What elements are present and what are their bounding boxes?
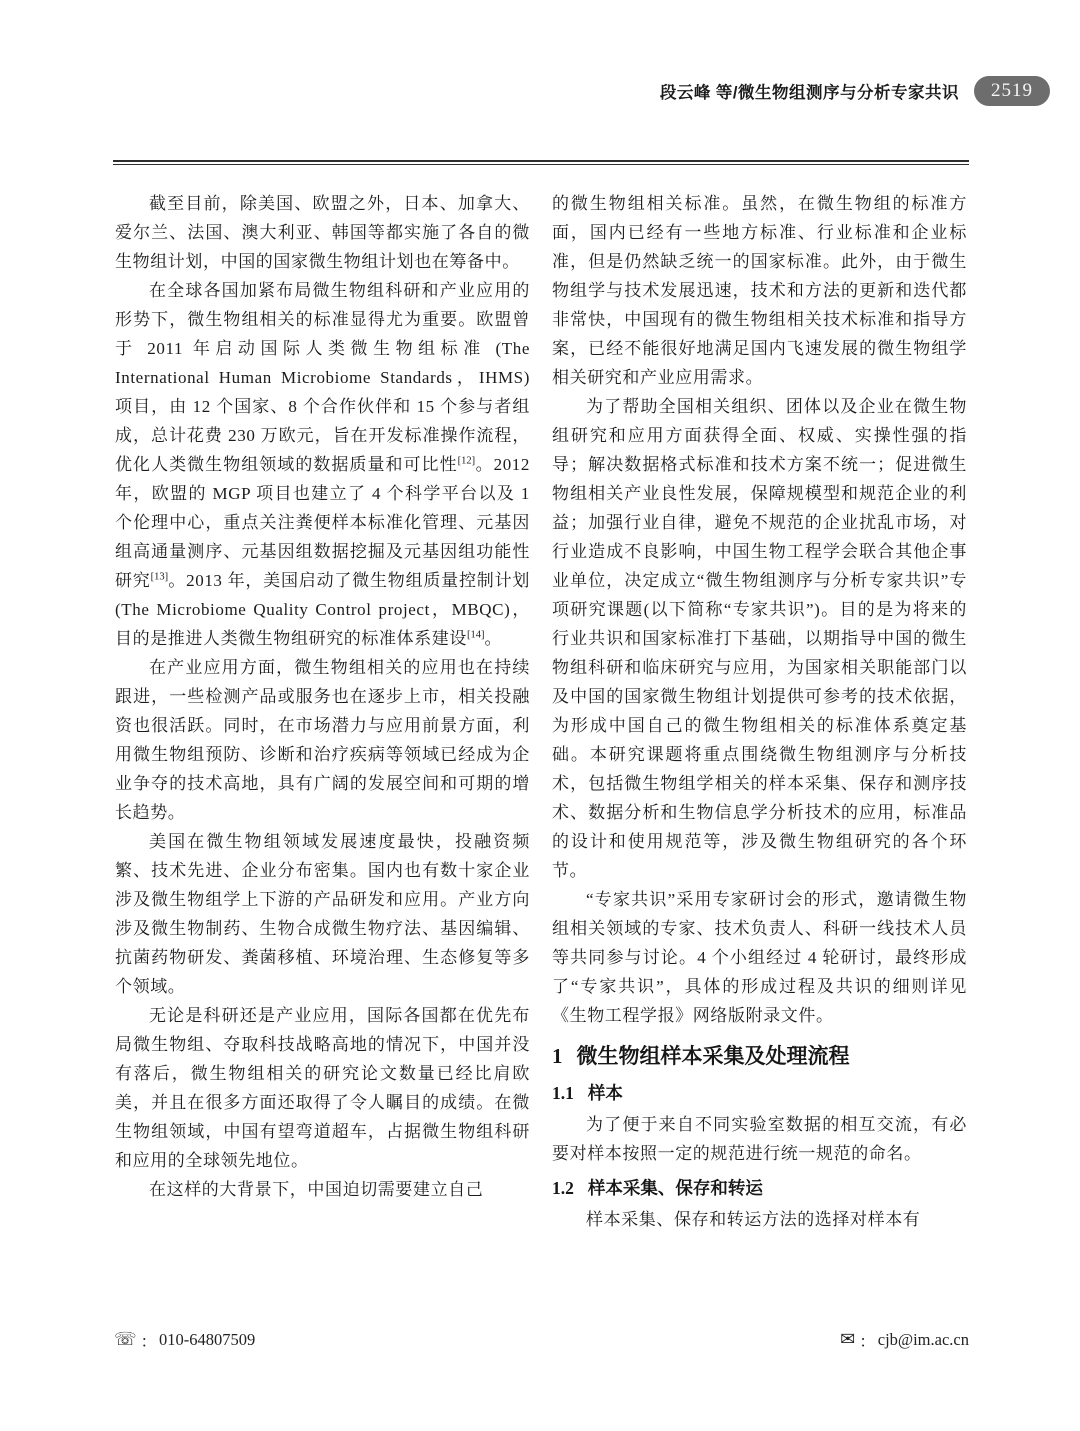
paragraph — [115, 276, 530, 653]
running-title: 段云峰 等/微生物组测序与分析专家共识 — [659, 84, 959, 102]
paragraph: 的微生物组相关标准。虽然，在微生物组的标准方面，国内已经有一些地方标准、行业标准和企业标准，但是仍然缺乏统一的国家标准。此外，由于微生物组学与技术发展迅速，技术和方法的更新和迭代都非常快，中国现有的微生物组相关技术标准和指导方案，已经不能很好地满足国内飞速发展的微生物组学相关研究和产业应用需求。 — [552, 194, 967, 387]
email-contact — [840, 1328, 969, 1352]
section-heading — [552, 1043, 967, 1070]
subsection-number: 1.1 — [552, 1083, 574, 1103]
email-separator: ： — [859, 1332, 876, 1351]
page-number-badge: 2519 — [974, 76, 1050, 106]
header-rule — [113, 160, 969, 165]
right-column — [552, 189, 967, 1234]
phone-number: 010-64807509 — [159, 1330, 256, 1349]
section-number: 1 — [552, 1044, 563, 1068]
paragraph: 为了帮助全国相关组织、团体以及企业在微生物组研究和应用方面获得全面、权威、实操性强的指导；解决数据格式标准和技术方案不统一；促进微生物组相关产业良性发展，保障规模型和规范企业的利益；加强行业自律，避免不规范的企业扰乱市场，对行业造成不良影响，中国生物工程学会联合其他企事业单位，决定成立“微生物组测序与分析专家共识”专项研究课题(以下简称“专家共识”)。目的是为将来的行业共识和国家标准打下基础，以期指导中国的微生物组科研和临床研究与应用，为国家相关职能部门以及中国的国家微生物组计划提供可参考的技术依据，为形成中国自己的微生物组相关的标准体系奠定基础。本研究课题将重点围绕微生物组测序与分析技术，包括微生物组学相关的样本采集、保存和测序技术、数据分析和生物信息学分析技术的应用，标准品的设计和使用规范等，涉及微生物组研究的各个环节。 — [552, 397, 967, 880]
citation-ref: [12] — [457, 455, 476, 467]
paragraph: 无论是科研还是产业应用，国际各国都在优先布局微生物组、夺取科技战略高地的情况下，中国并没有落后，微生物组相关的研究论文数量已经比肩欧美，并且在很多方面还取得了令人瞩目的成绩。在微生物组领域，中国有望弯道超车，占据微生物组科研和应用的全球领先地位。 — [115, 1006, 530, 1170]
phone-icon: ☏ — [114, 1329, 137, 1350]
section-title: 微生物组样本采集及处理流程 — [576, 1045, 850, 1068]
phone-contact — [114, 1328, 255, 1352]
paragraph: “专家共识”采用专家研讨会的形式，邀请微生物组相关领域的专家、技术负责人、科研一线技术人员等共同参与讨论。4 个小组经过 4 轮研讨，最终形成了“专家共识”，具体的形成过程及共识的细则详见《生物工程学报》网络版附录文件。 — [552, 890, 967, 1025]
subsection-title: 样本 — [587, 1083, 623, 1103]
citation-ref: [14] — [467, 629, 485, 641]
paragraph: 在产业应用方面，微生物组相关的应用也在持续跟进，一些检测产品或服务也在逐步上市，相关投融资也很活跃。同时，在市场潜力与应用前景方面，利用微生物组预防、诊断和治疗疾病等领域已经成为企业争夺的技术高地，具有广阔的发展空间和可期的增长趋势。 — [115, 658, 530, 822]
email-address: cjb@im.ac.cn — [877, 1330, 969, 1349]
page-footer — [114, 1328, 969, 1352]
subsection-heading — [552, 1177, 967, 1200]
text-segment: 在全球各国加紧布局微生物组科研和产业应用的形势下，微生物组相关的标准显得尤为重要。欧盟曾于 2011 年启动国际人类微生物组标准 (The International Human Microbiome Standards，IHMS) 项目，由 12 个国家、8 个合作伙伴和 15 个参与者组成，总计花费 230 万欧元，旨在开发标准操作流程，优化人类微生物组领域的数据质量和可比性 — [115, 281, 530, 474]
paragraph: 为了便于来自不同实验室数据的相互交流，有必要对样本按照一定的规范进行统一规范的命名。 — [552, 1115, 967, 1163]
phone-separator: ： — [140, 1332, 158, 1351]
text-segment: 。2012 年，欧盟的 MGP 项目也建立了 4 个科学平台以及 1 个伦理中心，重点关注粪便样本标准化管理、元基因组高通量测序、元基因组数据挖掘及元基因组功能性研究 — [115, 455, 531, 590]
subsection-number: 1.2 — [552, 1178, 574, 1198]
paragraph: 在这样的大背景下，中国迫切需要建立自己 — [149, 1180, 484, 1199]
text-segment: 。2013 年，美国启动了微生物组质量控制计划 (The Microbiome Quality Control project，MBQC)，目的是推进人类微生物组研究的标准体系建设 — [115, 571, 530, 648]
article-body — [115, 189, 968, 1234]
paragraph: 截至目前，除美国、欧盟之外，日本、加拿大、爱尔兰、法国、澳大利亚、韩国等都实施了各自的微生物组计划，中国的国家微生物组计划也在筹备中。 — [115, 194, 530, 271]
subsection-title: 样本采集、保存和转运 — [587, 1178, 763, 1198]
text-segment: 。 — [484, 629, 503, 648]
paragraph: 样本采集、保存和转运方法的选择对样本有 — [586, 1210, 921, 1229]
left-column — [115, 189, 530, 1234]
paragraph: 美国在微生物组领域发展速度最快，投融资频繁、技术先进、企业分布密集。国内也有数十家企业涉及微生物组学上下游的产品研发和应用。产业方向涉及微生物制药、生物合成微生物疗法、基因编辑、抗菌药物研发、粪菌移植、环境治理、生态修复等多个领域。 — [115, 832, 530, 996]
email-icon: ✉ — [840, 1329, 856, 1350]
page-header — [114, 74, 1050, 108]
subsection-heading — [552, 1082, 967, 1105]
citation-ref: [13] — [150, 571, 169, 583]
